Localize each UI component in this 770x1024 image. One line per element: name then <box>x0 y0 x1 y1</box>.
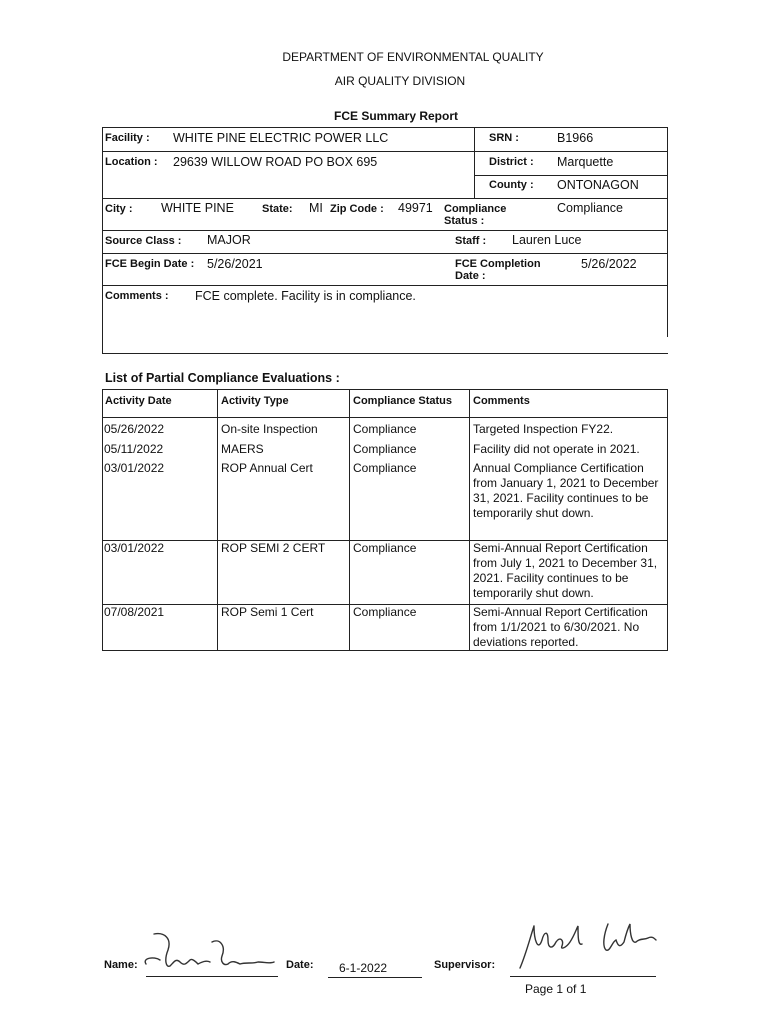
table-cell-comments: Semi-Annual Report Certification from 1/1/2021 to 6/30/2021. No deviations reported. <box>473 605 648 649</box>
date-value: 6-1-2022 <box>339 961 388 975</box>
table-cell-type: ROP Annual Cert <box>221 461 313 475</box>
fce-begin-label: FCE Begin Date : <box>105 258 195 270</box>
header-division: AIR QUALITY DIVISION <box>334 74 466 88</box>
name-label: Name: <box>104 959 138 971</box>
table-cell-comments: Targeted Inspection FY22. <box>473 422 614 436</box>
comments-value: FCE complete. Facility is in compliance. <box>195 289 416 303</box>
comments-label: Comments : <box>105 290 169 302</box>
srn-value: B1966 <box>557 131 594 145</box>
table-cell-date: 07/08/2021 <box>104 605 165 619</box>
fce-completion-value: 5/26/2022 <box>581 257 637 271</box>
location-label: Location : <box>105 156 158 168</box>
district-value: Marquette <box>557 155 614 169</box>
page-number: Page 1 of 1 <box>525 982 587 996</box>
fce-completion-label-1: FCE Completion <box>455 258 541 270</box>
table-cell-type: ROP SEMI 2 CERT <box>221 541 326 555</box>
county-label: County : <box>489 179 534 191</box>
source-class-value: MAJOR <box>207 233 251 247</box>
table-cell-type: ROP Semi 1 Cert <box>221 605 314 619</box>
compliance-status-label-2: Status : <box>444 215 485 227</box>
column-header-comments: Comments <box>473 395 530 407</box>
compliance-status-value: Compliance <box>557 201 624 215</box>
county-value: ONTONAGON <box>557 178 639 192</box>
table-cell-date: 05/26/2022 <box>104 422 165 436</box>
location-value: 29639 WILLOW ROAD PO BOX 695 <box>173 155 378 169</box>
staff-value: Lauren Luce <box>512 233 582 247</box>
city-label: City : <box>105 203 133 215</box>
table-cell-status: Compliance <box>353 605 417 619</box>
name-signature <box>140 928 280 976</box>
fce-begin-value: 5/26/2021 <box>207 257 263 271</box>
staff-label: Staff : <box>455 235 487 247</box>
table-cell-type: MAERS <box>221 442 264 456</box>
facility-value: WHITE PINE ELECTRIC POWER LLC <box>173 131 389 145</box>
table-cell-comments: Facility did not operate in 2021. <box>473 442 640 456</box>
table-cell-comments: Semi-Annual Report Certification from July 1, 2021 to December 31, 2021. Facility continues to be temporarily shut down. <box>473 541 658 600</box>
supervisor-signature <box>512 918 662 974</box>
column-header-activity-date: Activity Date <box>105 395 172 407</box>
column-header-compliance-status: Compliance Status <box>353 395 453 407</box>
table-cell-status: Compliance <box>353 422 417 436</box>
table-cell-status: Compliance <box>353 541 417 555</box>
supervisor-label: Supervisor: <box>434 959 496 971</box>
fce-completion-label-2: Date : <box>455 270 486 282</box>
header-department: DEPARTMENT OF ENVIRONMENTAL QUALITY <box>282 50 544 64</box>
table-cell-type: On-site Inspection <box>221 422 318 436</box>
table-cell-date: 03/01/2022 <box>104 461 165 475</box>
table-cell-date: 03/01/2022 <box>104 541 165 555</box>
column-header-activity-type: Activity Type <box>221 395 289 407</box>
table-cell-date: 05/11/2022 <box>104 442 164 456</box>
source-class-label: Source Class : <box>105 235 182 247</box>
district-label: District : <box>489 156 534 168</box>
facility-label: Facility : <box>105 132 150 144</box>
date-label: Date: <box>286 959 314 971</box>
compliance-status-label-1: Compliance <box>444 203 507 215</box>
table-cell-status: Compliance <box>353 461 417 475</box>
state-value: MI <box>309 201 323 215</box>
zip-label: Zip Code : <box>330 203 384 215</box>
report-title: FCE Summary Report <box>333 109 459 123</box>
table-cell-comments: Annual Compliance Certification from January 1, 2021 to December 31, 2021. Facility continues to be temporarily shut down. <box>473 461 659 520</box>
srn-label: SRN : <box>489 132 519 144</box>
table-cell-status: Compliance <box>353 442 417 456</box>
evaluations-title: List of Partial Compliance Evaluations : <box>105 371 340 385</box>
zip-value: 49971 <box>398 201 433 215</box>
city-value: WHITE PINE <box>161 201 234 215</box>
state-label: State: <box>262 203 293 215</box>
